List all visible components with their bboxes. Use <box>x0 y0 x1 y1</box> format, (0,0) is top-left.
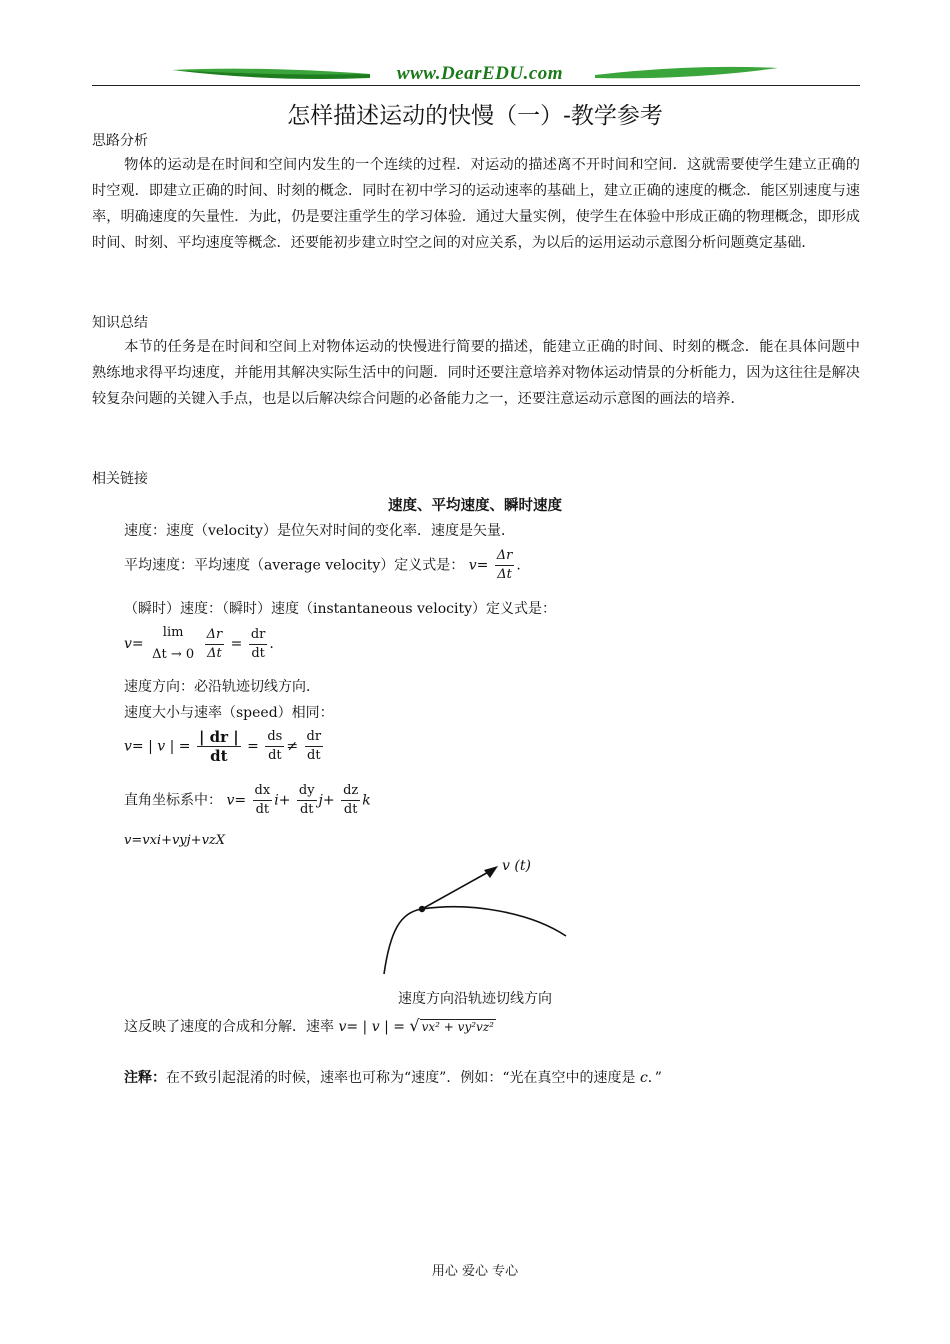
inst-num-delta: Δr <box>205 626 225 645</box>
speed-ds-fraction <box>265 728 284 765</box>
speed-dr-den: dt <box>307 748 321 763</box>
inst-fraction-d <box>249 626 268 663</box>
avg-fraction <box>495 547 515 584</box>
cart-dy-fraction <box>297 782 317 819</box>
sqrt-sign: √ <box>409 1016 420 1035</box>
instant-velocity-definition: （瞬时）速度：（瞬时）速度（instantaneous velocity）定义式是： <box>124 601 556 617</box>
vector-label: v (t) <box>502 858 531 874</box>
header-divider <box>92 85 860 86</box>
trajectory-point <box>419 906 425 912</box>
note-text: 在不致引起混淆的时候，速率也可称为“速度”．例如：“光在真空中的速度是 <box>166 1070 636 1086</box>
neq-sign: ≠ <box>286 738 299 755</box>
page-footer: 用心 爱心 专心 <box>431 1264 519 1279</box>
sqrt-body: vx² + vy²vz² <box>421 1020 494 1034</box>
speed-bold-fraction <box>197 728 241 765</box>
analysis-heading: 思路分析 <box>92 133 148 149</box>
inst-den-delta: Δt <box>207 645 222 661</box>
cart-dx-fraction <box>253 782 273 819</box>
avg-period: . <box>516 557 521 574</box>
unit-i: i <box>274 792 279 809</box>
inst-fraction-delta <box>205 626 225 663</box>
average-velocity-line <box>124 547 521 584</box>
summary-paragraph <box>92 334 860 412</box>
page-title: 怎样描述运动的快慢（一）-教学参考 <box>287 103 663 129</box>
lim-subscript: Δt → 0 <box>152 647 195 662</box>
tangent-vector-line <box>422 870 492 909</box>
cart-v-eq: v= <box>226 792 247 809</box>
diagram-caption: 速度方向沿轨迹切线方向 <box>398 991 552 1007</box>
note-line <box>124 1067 662 1087</box>
cart-dz: dz <box>341 782 360 801</box>
unit-k: k <box>362 792 371 809</box>
instant-velocity-formula: v= lim Δt → 0 $\frac{\Delta r}{\Delta t}$ = $\frac{dr}{dt}$ . <box>124 625 274 662</box>
analysis-paragraph <box>92 152 860 256</box>
avg-prefix: 平均速度：平均速度（average velocity）定义式是： <box>124 557 465 574</box>
links-title: 速度、平均速度、瞬时速度 <box>388 497 562 514</box>
cart-dx-dt: dt <box>255 802 270 817</box>
avg-v-eq: v= <box>468 557 489 574</box>
cart-dx: dx <box>253 782 273 801</box>
speed-bold-num: | dr | <box>198 728 239 746</box>
cart-dy-dt: dt <box>299 802 314 817</box>
trajectory-diagram <box>370 852 580 980</box>
speed-sqrt-line <box>124 1016 496 1036</box>
speed-dr-num: dr <box>305 728 324 747</box>
speed-dr-fraction <box>305 728 324 765</box>
plus-2: + <box>322 792 335 809</box>
summary-text: 本节的任务是在时间和空间上对物体运动的快慢进行简要的描述，能建立正确的时间、时刻的概念．能在具体问题中熟练地求得平均速度，并能用其解决实际生活中的问题．同时还要注意培养对物体运动情景的分析能力，因为这往往是解决较复杂问题的关键入手点，也是以后解决综合问题的必备能力之一，还要注意运动示意图的画法的培养． <box>92 339 860 407</box>
speed-abs-v: v= | v | = <box>124 738 191 755</box>
links-heading: 相关链接 <box>92 471 148 487</box>
velocity-magnitude: 速度大小与速率（speed）相同： <box>124 705 334 721</box>
lim-text: lim <box>162 625 184 640</box>
inst-den-d: dt <box>251 645 265 661</box>
cartesian-formula <box>124 782 371 819</box>
avg-denominator: Δt <box>497 567 512 582</box>
speed-ds-num: ds <box>265 728 284 747</box>
velocity-direction: 速度方向：必沿轨迹切线方向． <box>124 679 320 695</box>
avg-numerator: Δr <box>495 547 515 566</box>
speed-abs-v-2: v= | v | = <box>338 1019 405 1035</box>
note-label: 注释： <box>124 1070 166 1086</box>
speed-prefix: 这反映了速度的合成和分解．速率 <box>124 1019 334 1035</box>
cart-dz-fraction <box>341 782 360 819</box>
note-end: ．” <box>647 1070 662 1086</box>
speed-ds-den: dt <box>268 748 282 763</box>
inst-num-d: dr <box>249 626 268 645</box>
speed-bold-den: dt <box>210 747 228 765</box>
components-formula: v=vxi+vyj+vzX <box>124 833 226 848</box>
inst-period: . <box>269 636 274 652</box>
speed-formula: v= | v | = $\frac{| dr |}{dt}$ = $\frac{ds}{dt}$ ≠ $\frac{dr}{dt}$ <box>124 728 322 765</box>
cartesian-prefix: 直角坐标系中： <box>124 792 222 809</box>
unit-j: j <box>318 792 323 809</box>
plus-1: + <box>278 792 291 809</box>
note-c: c <box>639 1070 648 1086</box>
inst-v-eq: v= <box>124 636 144 652</box>
site-url: www.DearEDU.com <box>396 63 564 84</box>
velocity-definition: 速度：速度（velocity）是位矢对时间的变化率．速度是矢量． <box>124 523 515 539</box>
summary-heading: 知识总结 <box>92 315 148 331</box>
cart-dz-dt: dt <box>343 802 358 817</box>
cart-dy: dy <box>297 782 317 801</box>
limit-operator <box>150 624 196 664</box>
analysis-text: 物体的运动是在时间和空间内发生的一个连续的过程．对运动的描述离不开时间和空间．这就需要使学生建立正确的时空观．即建立正确的时间、时刻的概念．同时在初中学习的运动速率的基础上，建立正确的速度的概念．能区别速度与速率，明确速度的矢量性．为此，仍是要注重学生的学习体验．通过大量实例，使学生在体验中形成正确的物理概念，即形成时间、时刻、平均速度等概念．还要能初步建立时空之间的对应关系，为以后的运用运动示意图分析问题奠定基础． <box>92 157 860 251</box>
tangent-arrowhead <box>484 866 498 878</box>
trajectory-curve <box>384 907 566 974</box>
